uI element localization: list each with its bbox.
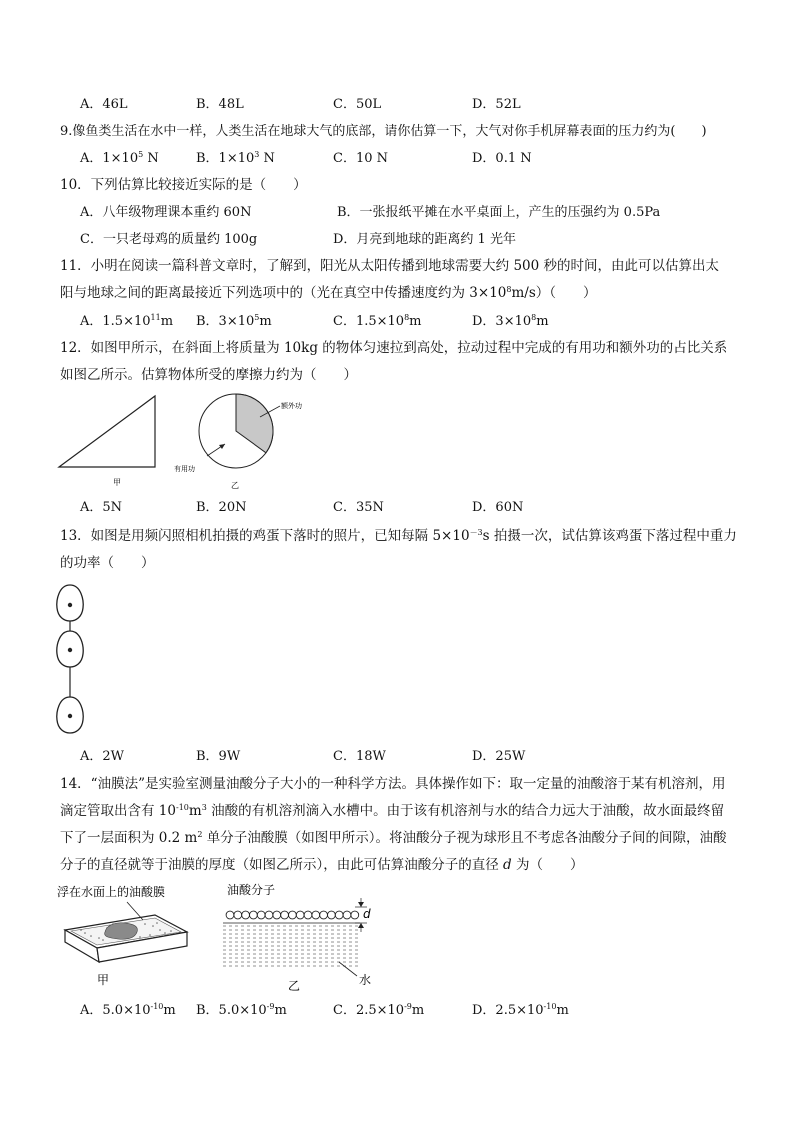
oil-molecule [281, 911, 289, 919]
oil-molecule [273, 911, 281, 919]
molecule-caption-label: 油酸分子 [227, 883, 276, 897]
q13-option-d: D．25W [472, 749, 526, 764]
q12-stem-line1: 12．如图甲所示，在斜面上将质量为 10kg 的物体匀速拉到高处，拉动过程中完成的有用功和额外功的占比关系 [60, 340, 728, 356]
oil-molecule [226, 911, 234, 919]
q14-option-d: D．$2.5\times 10^{-10}m$ [472, 1002, 569, 1018]
oil-molecule [296, 911, 304, 919]
incline-triangle [59, 396, 155, 467]
film-caption-label: 浮在水面上的油酸膜 [57, 885, 166, 899]
q12-option-b: B．20N [196, 500, 247, 515]
film-leader-line [127, 902, 143, 920]
q14-stem-line1: 14．“油膜法”是实验室测量油酸分子大小的一种科学方法。具体操作如下：取一定量的油酸溶于某有机溶剂，用 [60, 776, 726, 792]
q12-option-c: C．35N [333, 500, 384, 515]
q11-stem-line2: 阳与地球之间的距离最接近下列选项中的（光在真空中传播速度约为 $3\times 10^8m/s$）（ ） [60, 285, 597, 301]
q13-option-b: B．9W [196, 749, 241, 764]
extra-work-label: 额外功 [281, 402, 302, 410]
q13-option-c: C．18W [333, 749, 386, 764]
useful-work-label: 有用功 [174, 465, 195, 473]
q14-option-c: C．$2.5\times 10^{-9}m$ [333, 1002, 425, 1018]
q10-option-b: B．一张报纸平摊在水平桌面上，产生的压强约为 0.5Pa [337, 205, 661, 220]
fig-yi-label-q14: 乙 [288, 979, 301, 993]
egg-strobe-figure [55, 580, 95, 740]
q12-option-a: A．5N [80, 500, 123, 515]
q10-option-d: D．月亮到地球的距离约 1 光年 [333, 232, 516, 247]
oil-molecule [234, 911, 242, 919]
q8-option-a: A．46L [80, 97, 128, 112]
q14-stem-line4: 分子的直径就等于油膜的厚度（如图乙所示），由此可估算油酸分子的直径 d 为（ ） [60, 857, 584, 873]
q13-stem-line2: 的功率（ ） [60, 555, 155, 571]
q8-option-c: C．50L [333, 97, 382, 112]
fig-jia-label: 甲 [113, 478, 121, 487]
oil-film-figures [55, 880, 385, 995]
oil-molecule [250, 911, 258, 919]
q9-option-c: C．10 N [333, 151, 388, 166]
q10-stem: 10．下列估算比较接近实际的是（ ） [60, 177, 307, 193]
molecule-row [226, 911, 359, 919]
q11-option-d: D．$3\times 10^8m$ [472, 313, 549, 329]
oil-molecule [265, 911, 273, 919]
oil-molecule [351, 911, 359, 919]
q9-option-a: A．$1\times 10^5$ N [80, 150, 159, 166]
q14-option-a: A．$5.0\times 10^{-10}m$ [80, 1002, 176, 1018]
oil-molecule [343, 911, 351, 919]
q9-stem: 9.像鱼类生活在水中一样，人类生活在地球大气的底部，请你估算一下，大气对你手机屏幕表面的压力约为( ) [60, 124, 707, 139]
q11-option-b: B．$3\times 10^5m$ [196, 313, 272, 329]
oil-molecule [304, 911, 312, 919]
oil-molecule [257, 911, 265, 919]
water-body [223, 923, 360, 968]
oil-molecule [312, 911, 320, 919]
egg-2 [57, 631, 83, 667]
water-tray [65, 915, 187, 962]
q8-option-d: D．52L [472, 97, 521, 112]
work-pie-chart [199, 394, 273, 468]
q14-stem-line3: 下了一层面积为 0.2 $m^2$ 单分子油酸膜（如图甲所示）。将油酸分子视为球形且不考虑各油酸分子间的间隙，油酸 [60, 830, 727, 846]
q14-option-b: B．$5.0\times 10^{-9}m$ [196, 1002, 287, 1018]
q11-option-a: A．$1.5\times 10^{11}m$ [80, 313, 174, 329]
fig-yi-label: 乙 [231, 481, 239, 490]
oil-molecule [328, 911, 336, 919]
q10-option-c: C．一只老母鸡的质量约 100g [80, 232, 258, 247]
egg-3 [57, 697, 83, 733]
q9-option-b: B．$1\times 10^3$ N [196, 150, 275, 166]
q13-stem-line1: 13．如图是用频闪照相机拍摄的鸡蛋下落时的照片，已知每隔 $5\times 10^{-3}s$ 拍摄一次，试估算该鸡蛋下落过程中重力 [60, 528, 737, 544]
q13-option-a: A．2W [80, 749, 125, 764]
q12-figures [55, 392, 305, 492]
q11-stem-line1: 11．小明在阅读一篇科普文章时，了解到，阳光从太阳传播到地球需要大约 500 秒的时间，由此可以估算出太 [60, 258, 720, 274]
q10-option-a: A．八年级物理课本重约 60N [80, 205, 252, 220]
q12-option-d: D．60N [472, 500, 524, 515]
oil-molecule [335, 911, 343, 919]
q8-option-b: B．48L [196, 97, 244, 112]
q9-option-d: D．0.1 N [472, 151, 532, 166]
oil-molecule [289, 911, 297, 919]
oil-molecule [242, 911, 250, 919]
q14-stem-line2: 滴定管取出含有 $10^{-10}m^3$ 油酸的有机溶剂滴入水槽中。由于该有机溶剂与水的结合力远大于油酸，故水面最终留 [60, 803, 725, 819]
water-label: 水 [359, 973, 372, 987]
q11-option-c: C．$1.5\times 10^8m$ [333, 313, 422, 329]
oil-molecule [320, 911, 328, 919]
fig-jia-label-q14: 甲 [97, 973, 110, 987]
thickness-d-label: d [363, 907, 371, 921]
q12-stem-line2: 如图乙所示。估算物体所受的摩擦力约为（ ） [60, 367, 357, 383]
egg-1 [57, 585, 83, 621]
